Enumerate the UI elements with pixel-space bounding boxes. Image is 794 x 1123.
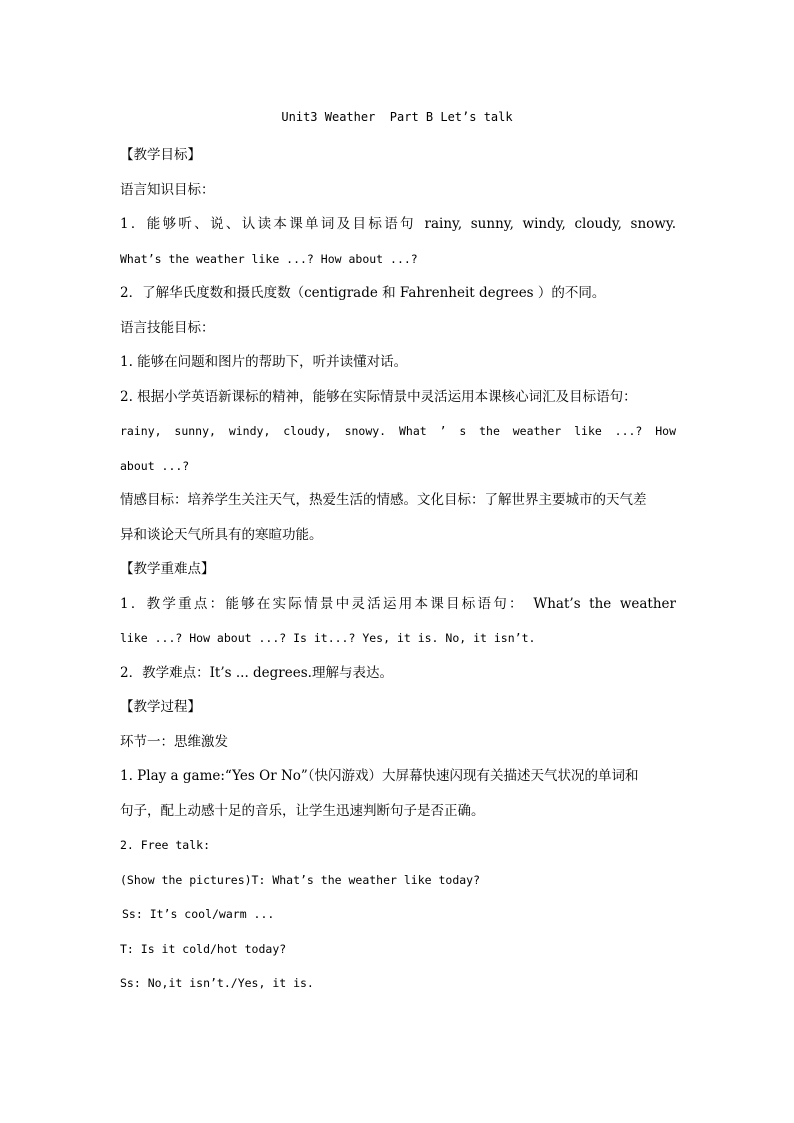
document-title: Unit3 Weather Part B Let’s talk — [281, 110, 513, 124]
paragraph-line: 1．教学重点：能够在实际情景中灵活运用本课目标语句： What’s the weather — [120, 595, 676, 612]
section-heading-key-points: 【教学重难点】 — [120, 561, 215, 577]
document-body — [120, 138, 676, 1001]
paragraph-line: 句子，配上动感十足的音乐，让学生迅速判断句子是否正确。 — [120, 802, 485, 819]
dialogue-line: (Show the pictures)T: What’s the weather like today? — [120, 872, 481, 887]
dialogue-line: T: Is it cold/hot today? — [120, 941, 287, 956]
paragraph-line: What’s the weather like ...? How about ...? — [120, 251, 418, 266]
dialogue-line: Ss: It’s cool/warm ... — [122, 907, 275, 921]
paragraph-line: about ...? — [120, 458, 190, 473]
paragraph-line: 2. Free talk: — [120, 838, 211, 852]
subheading-step-one: 环节一：思维激发 — [120, 733, 228, 750]
paragraph-line: 2．教学难点：It’s ... degrees.理解与表达。 — [120, 664, 393, 681]
subheading-language-knowledge: 语言知识目标： — [120, 181, 215, 198]
paragraph-line: 异和谈论天气所具有的寒暄功能。 — [120, 526, 323, 543]
paragraph-line: 1. 能够在问题和图片的帮助下，听并读懂对话。 — [120, 354, 408, 370]
section-heading-process: 【教学过程】 — [120, 699, 201, 715]
section-heading-objectives: 【教学目标】 — [120, 147, 201, 163]
paragraph-line: 情感目标：培养学生关注天气，热爱生活的情感。文化目标：了解世界主要城市的天气差 — [120, 492, 647, 508]
paragraph-line: 1．能够听、说、认读本课单词及目标语句 rainy, sunny, windy, cloudy, snowy. — [120, 216, 676, 232]
subheading-language-skills: 语言技能目标： — [120, 319, 215, 336]
paragraph-line: rainy, sunny, windy, cloudy, snowy. What ’ s the weather like ...? How — [120, 424, 676, 438]
paragraph-line: 2．了解华氏度数和摄氏度数（centigrade 和 Fahrenheit degrees ）的不同。 — [120, 285, 606, 301]
paragraph-line: 2. 根据小学英语新课标的精神，能够在实际情景中灵活运用本课核心词汇及目标语句： — [120, 388, 637, 405]
paragraph-line: 1. Play a game:“Yes Or No”（快闪游戏）大屏幕快速闪现有关描述天气状况的单词和 — [120, 768, 639, 784]
dialogue-line: Ss: No,it isn’t./Yes, it is. — [120, 976, 314, 990]
paragraph-line: like ...? How about ...? Is it...? Yes, it is. No, it isn’t. — [120, 631, 536, 645]
